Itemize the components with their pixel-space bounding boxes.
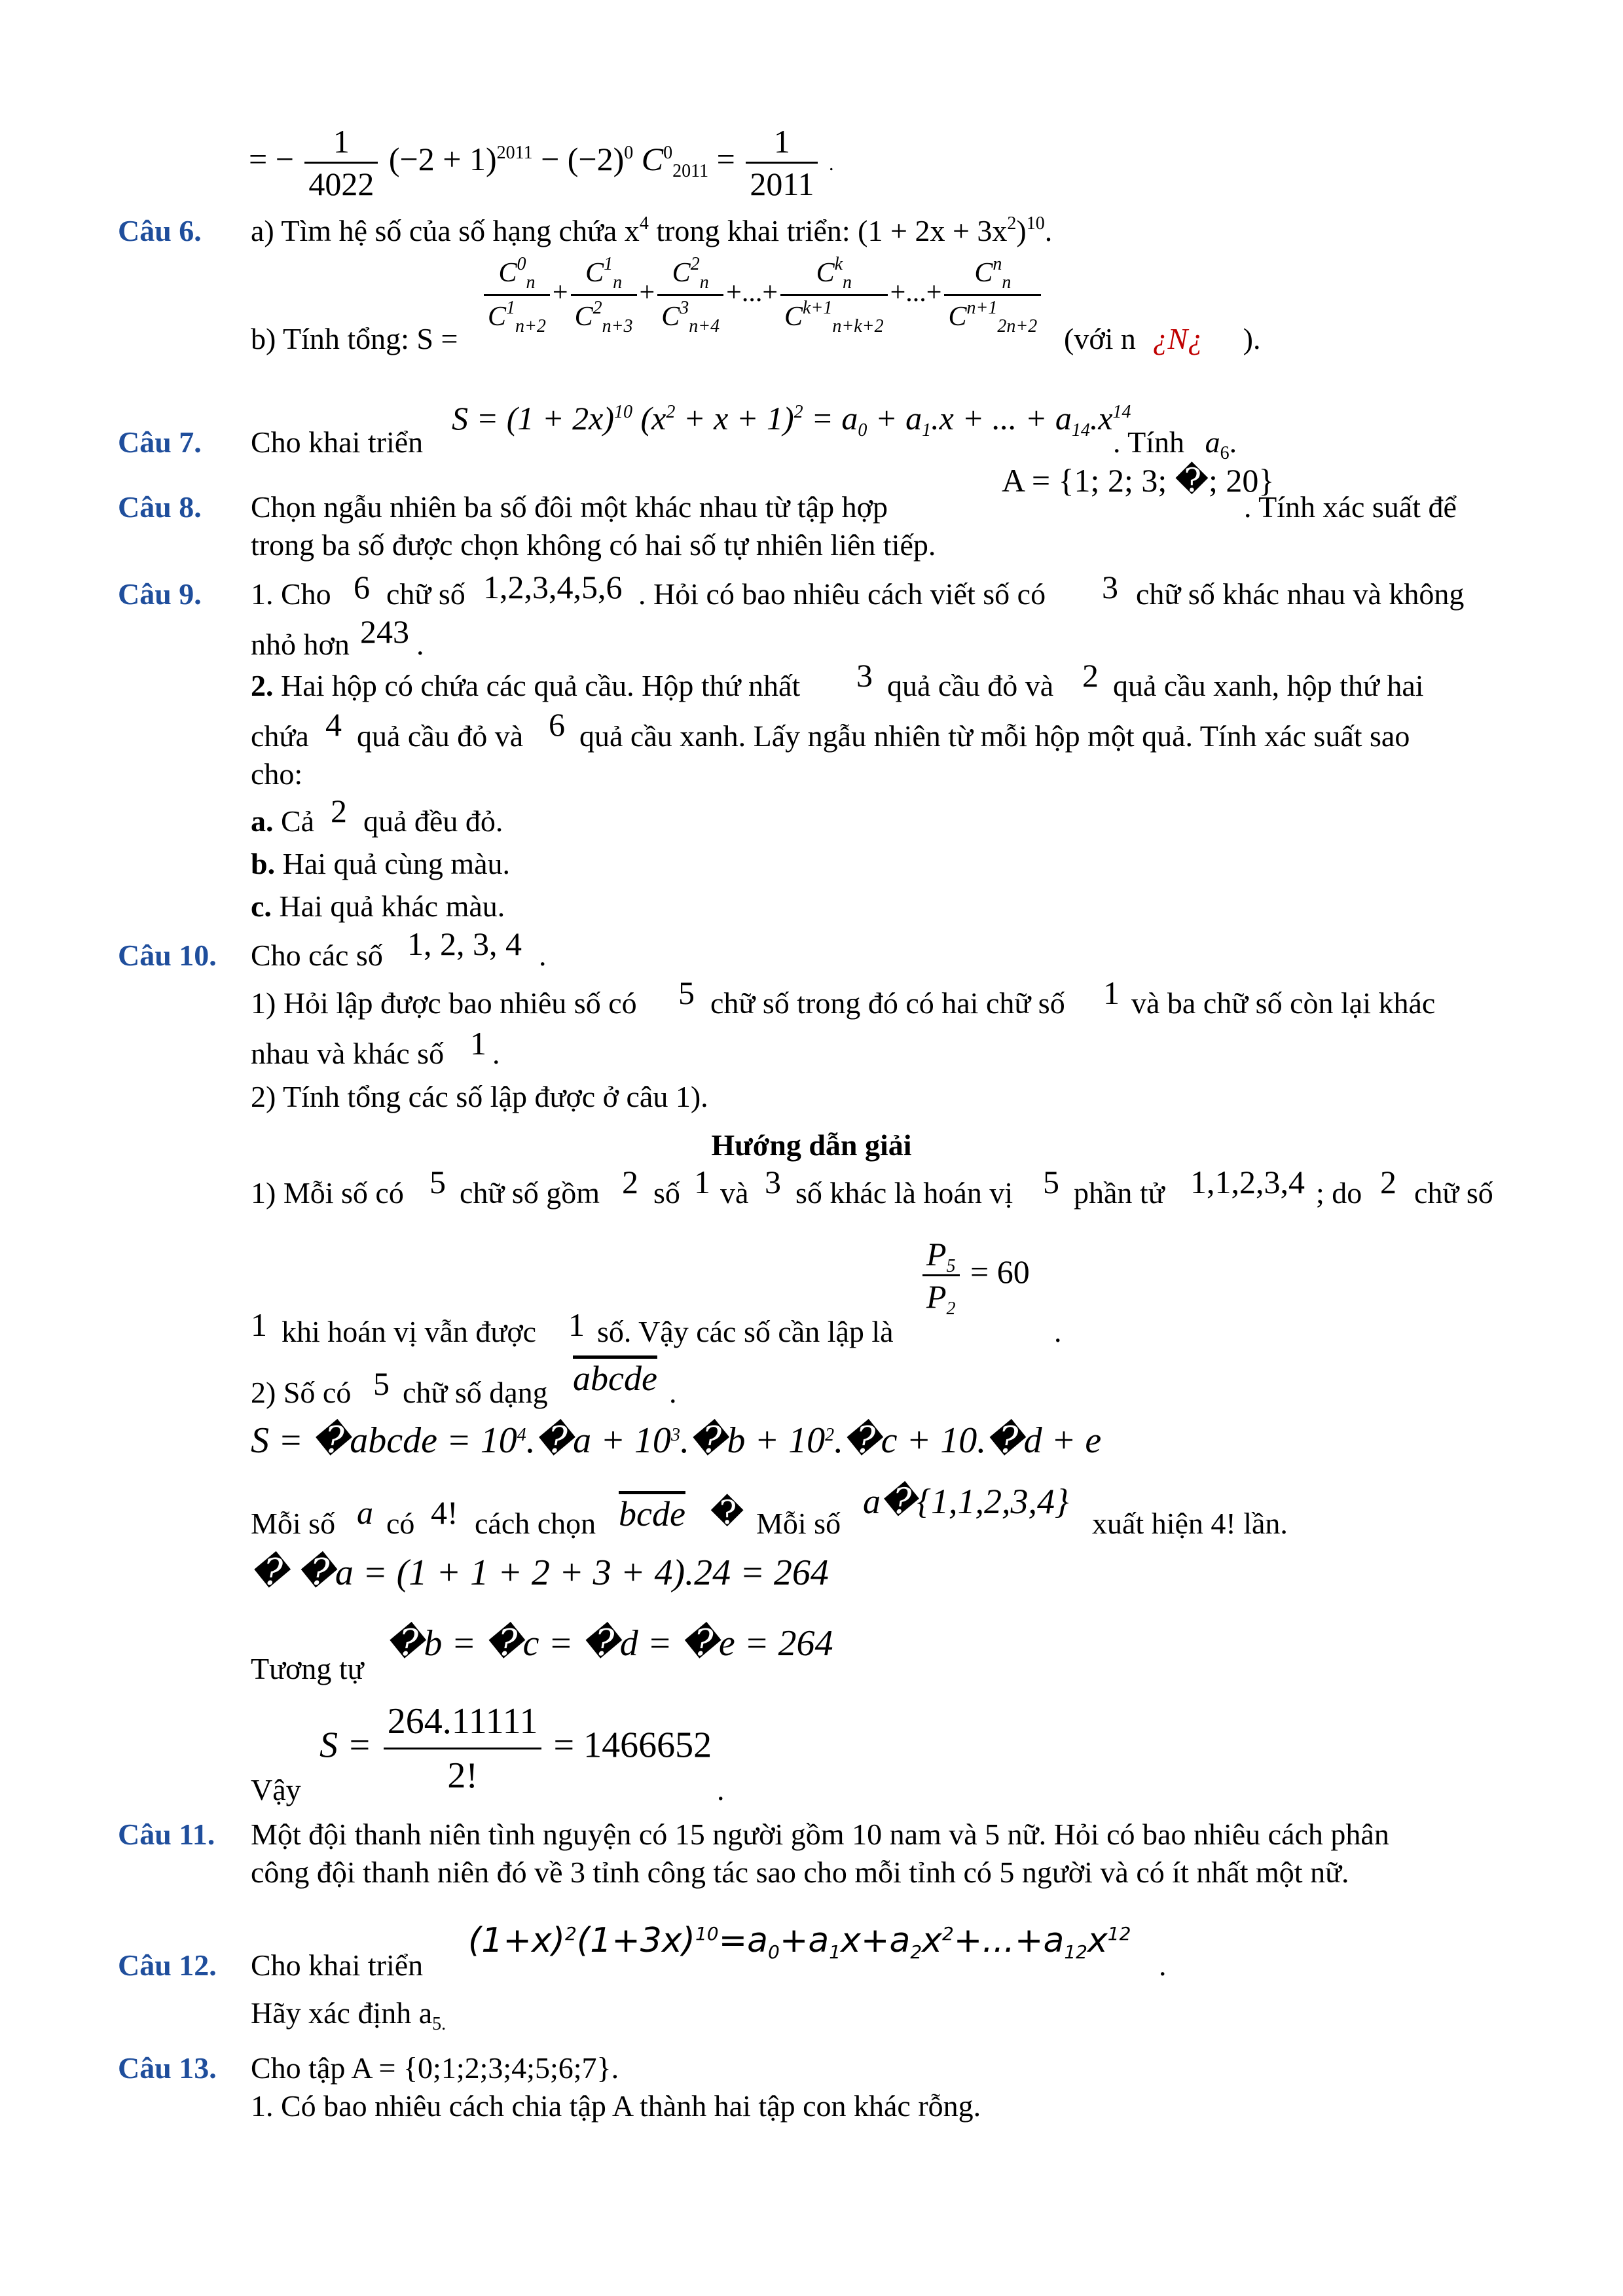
- q10-l3b: .: [492, 1037, 500, 1070]
- term-num: [944, 252, 1041, 296]
- q9-b: [251, 846, 510, 882]
- q9-c-lbl: c.: [251, 889, 272, 923]
- question-10-label: Câu 10.: [118, 939, 217, 972]
- q7-e2: 2: [666, 402, 676, 422]
- q7-tail: . Tính: [1113, 425, 1185, 459]
- p2-sub: 2: [946, 1299, 956, 1319]
- q10-similar-eq: �b = �c = �d = �e = 264: [386, 1623, 833, 1664]
- term-c: C: [672, 258, 691, 288]
- final-fraction: [384, 1695, 542, 1802]
- binom-sup: 0: [663, 142, 673, 163]
- question-6b-note: [1064, 321, 1260, 357]
- q7-s1: 1: [922, 420, 932, 440]
- q10-final-sum: [319, 1695, 712, 1802]
- question-6b-sum: [481, 252, 1044, 338]
- q10-sum-formula: [251, 1419, 1101, 1462]
- q12-f8: x: [1087, 1921, 1108, 1960]
- term-num-sub: n: [613, 272, 623, 293]
- q12-s0: 0: [768, 1941, 780, 1963]
- term-num-sup: n: [993, 254, 1002, 274]
- top-equation: [249, 121, 833, 204]
- q7-end: .: [1229, 425, 1237, 459]
- q9-line1a: 1. Cho: [251, 577, 331, 611]
- q7-e14: 14: [1112, 402, 1131, 422]
- q10-s1-n1: 1: [694, 1164, 710, 1200]
- q9-line2b: .: [416, 628, 424, 661]
- q12-line2-sub: 5.: [432, 2014, 447, 2034]
- q12-e12: 12: [1107, 1923, 1131, 1945]
- plus-sign: +: [726, 278, 742, 308]
- ellipsis: ...: [741, 278, 763, 308]
- term-num-sup: 0: [517, 254, 526, 274]
- q6a-text4: .: [1044, 214, 1053, 247]
- q10-m1-a-var: a: [357, 1494, 373, 1531]
- q12-f5: x+a: [841, 1921, 911, 1960]
- q10-s1h: chữ số: [1414, 1176, 1493, 1210]
- q12-e2: 2: [565, 1923, 577, 1945]
- q7-f4: = a: [803, 400, 858, 437]
- q10-similar-label: Tương tự: [251, 1652, 364, 1685]
- q7-f1: S = (1 + 2x): [452, 400, 614, 437]
- q9-digits: 1,2,3,4,5,6: [483, 569, 623, 605]
- p5-sub: 5: [946, 1256, 956, 1276]
- q10-m1d: Mỗi số: [756, 1507, 841, 1540]
- term-num-sub: n: [699, 272, 709, 293]
- term-den-sup: n+1: [966, 298, 998, 318]
- q9-p2-n2: 2: [1082, 657, 1099, 694]
- q9-p2-num: 2.: [251, 669, 274, 702]
- q7-e2b: 2: [793, 402, 803, 422]
- q7-s0: 0: [858, 420, 867, 440]
- term-num: [657, 252, 723, 296]
- sum-e3: 3: [670, 1425, 680, 1445]
- term-den-sub: n+k+2: [832, 316, 884, 336]
- term-c: C: [948, 302, 967, 332]
- plus-sign: +: [890, 278, 906, 308]
- q10-final-dot: .: [717, 1773, 725, 1806]
- question-7-tail: [1113, 424, 1237, 461]
- eq-60: = 60: [970, 1253, 1030, 1290]
- fraction-1-2011: [746, 121, 818, 204]
- q7-sub6: 6: [1220, 443, 1230, 463]
- q12-f4: +a: [779, 1921, 830, 1960]
- q10-nums: 1, 2, 3, 4: [407, 925, 522, 962]
- q9-n243: 243: [360, 613, 409, 650]
- q10-s3a: 2) Số có: [251, 1376, 352, 1409]
- term-num-sub: n: [526, 272, 536, 293]
- exp-0: 0: [624, 142, 634, 163]
- q11-line1: Một đội thanh niên tình nguyện có 15 người gồm 10 nam và 5 nữ. Hỏi có bao nhiêu cách phân: [251, 1818, 1389, 1851]
- q9-p2-b: quả cầu đỏ và: [887, 669, 1054, 702]
- sum-e2: 2: [825, 1425, 835, 1445]
- term-num-sub: n: [1002, 272, 1012, 293]
- q7-f6: .x + ... + a: [931, 400, 1072, 437]
- q10-m1-set: a�{1,1,2,3,4}: [863, 1482, 1069, 1521]
- question-12-label: Câu 12.: [118, 1948, 217, 1982]
- q9-p3-n4: 4: [325, 706, 342, 743]
- q10-s1g: ; do: [1316, 1176, 1362, 1210]
- term-den-sup: 2: [593, 298, 602, 318]
- sum-e4: 4: [517, 1425, 526, 1445]
- question-7-formula: [452, 399, 1131, 440]
- eq-end: =: [716, 140, 744, 177]
- q10-l1-end: .: [539, 939, 547, 972]
- q9-b-lbl: b.: [251, 847, 276, 880]
- q10-s1-n5: 5: [429, 1164, 446, 1200]
- term-den-sub: n+2: [515, 316, 546, 336]
- question-6a: [251, 213, 1052, 249]
- q12-f3: =a: [718, 1921, 769, 1960]
- q10-m1a: Mỗi số: [251, 1507, 336, 1540]
- q10-s3-dot: .: [669, 1376, 677, 1409]
- binom-sub: 2011: [672, 160, 709, 181]
- question-6-label: Câu 6.: [118, 214, 202, 247]
- term-num: [780, 252, 888, 296]
- term-den-sub: 2n+2: [997, 316, 1038, 336]
- q10-n1: 1: [1103, 975, 1120, 1011]
- q7-f5: + a: [867, 400, 922, 437]
- q10-s3b: chữ số dạng: [403, 1376, 548, 1409]
- q13-line1: Cho tập A = {0;1;2;3;4;5;6;7}.: [251, 2051, 619, 2085]
- term-den: [484, 296, 550, 338]
- term-num: [571, 252, 637, 296]
- q10-s1c: số: [653, 1176, 680, 1210]
- q9-n6: 6: [354, 569, 370, 605]
- term-den-sub: n+4: [689, 316, 720, 336]
- q10-n5: 5: [678, 975, 695, 1011]
- q12-s1: 1: [829, 1941, 841, 1963]
- sum-f3: .�b + 10: [680, 1420, 826, 1461]
- term-c: C: [974, 258, 993, 288]
- q7-f2: (x: [640, 400, 666, 437]
- q12-dot: .: [1159, 1948, 1167, 1982]
- q9-line2a: nhỏ hơn: [251, 628, 350, 661]
- plus-sign: +: [926, 278, 942, 308]
- eq-prefix: = −: [249, 140, 294, 177]
- sum-term-fraction: [780, 252, 888, 338]
- q9-line1d: chữ số khác nhau và không: [1136, 577, 1465, 611]
- question-8-line1: Chọn ngẫu nhiên ba số đôi một khác nhau từ tập hợp: [251, 490, 888, 524]
- plus-sign: +: [552, 278, 568, 308]
- q6a-text2: trong khai triển: (1 + 2x + 3x: [648, 214, 1008, 247]
- q12-f7: +...+a: [953, 1921, 1065, 1960]
- term-den-sup: 1: [506, 298, 516, 318]
- p2: [922, 1276, 960, 1317]
- final-s-eq: S =: [319, 1725, 372, 1766]
- q9-a-text2: quả đều đỏ.: [363, 804, 503, 838]
- q10-m1c: cách chọn: [475, 1507, 596, 1540]
- q10-s1f: phần tử: [1074, 1176, 1165, 1210]
- term-num-sup: 2: [690, 254, 700, 274]
- term-c: C: [498, 258, 517, 288]
- q10-l3-n1: 1: [470, 1025, 486, 1062]
- q10-s1-n2: 2: [622, 1164, 638, 1200]
- question-7-text: Cho khai triển: [251, 425, 424, 459]
- eq-dot: .: [828, 152, 834, 175]
- q12-line2-text: Hãy xác định a: [251, 1996, 433, 2030]
- q10-s2-dot: .: [1054, 1315, 1062, 1348]
- question-8-label: Câu 8.: [118, 490, 202, 524]
- q10-l2c: và ba chữ số còn lại khác: [1131, 986, 1436, 1020]
- q9-p3-n6: 6: [549, 706, 565, 743]
- question-6b-text: b) Tính tổng: S =: [251, 322, 458, 355]
- q10-abcde: abcde: [573, 1359, 657, 1398]
- term-den: [657, 296, 723, 338]
- frac-den: 4022: [308, 166, 374, 202]
- q9-p2-n3: 3: [856, 657, 873, 694]
- q9-a-lbl: a.: [251, 804, 274, 838]
- q10-sum-a: � �a = (1 + 1 + 2 + 3 + 4).24 = 264: [251, 1552, 829, 1593]
- q12-s12: 12: [1064, 1941, 1087, 1963]
- term-c: C: [585, 258, 604, 288]
- fraction-1-4022: [304, 121, 378, 204]
- q9-p3-a: chứa: [251, 719, 309, 753]
- question-13-label: Câu 13.: [118, 2051, 217, 2085]
- q7-e10: 10: [613, 402, 632, 422]
- q9-p3-c: quả cầu xanh. Lấy ngẫu nhiên từ mỗi hộp một quả. Tính xác suất sao: [579, 719, 1410, 753]
- p5-over-p2: [922, 1234, 960, 1317]
- term-num-sup: 1: [604, 254, 613, 274]
- sum-term-fraction: [944, 252, 1041, 338]
- q6a-sup3: 10: [1026, 213, 1045, 234]
- q12-formula: [468, 1921, 1131, 1963]
- q7-s14: 14: [1071, 420, 1090, 440]
- question-8-set: A = {1; 2; 3; �; 20}: [1002, 462, 1275, 499]
- q10-l1: Cho các số: [251, 939, 383, 972]
- q10-vay-label: Vậy: [251, 1773, 301, 1806]
- q10-m1-arrow: �: [710, 1494, 744, 1531]
- q9-p4: cho:: [251, 757, 303, 791]
- q9-n3: 3: [1102, 569, 1118, 605]
- frac-num: 1: [304, 121, 378, 164]
- final-num: 264.11111: [384, 1695, 542, 1749]
- q6a-text3: ): [1016, 214, 1027, 247]
- plus-sign: +: [762, 278, 778, 308]
- p5: [922, 1234, 960, 1276]
- eq-tail: − (−2): [541, 140, 625, 177]
- q12-f2: (1+3x): [576, 1921, 695, 1960]
- q10-m1b: có: [386, 1507, 415, 1540]
- plus-sign: +: [639, 278, 655, 308]
- sum-term-fraction: [571, 252, 637, 338]
- q10-l2b: chữ số trong đó có hai chữ số: [710, 986, 1065, 1020]
- frac-num: 1: [746, 121, 818, 164]
- q10-l4: 2) Tính tổng các số lập được ở câu 1).: [251, 1080, 708, 1113]
- q10-s2-n1: 1: [251, 1306, 267, 1343]
- q9-p3-b: quả cầu đỏ và: [357, 719, 524, 753]
- q10-l2a: 1) Hỏi lập được bao nhiêu số có: [251, 986, 637, 1020]
- sum-term-fraction: [484, 252, 550, 338]
- q6b-set: ¿N¿: [1152, 322, 1203, 355]
- q7-f3: + x + 1): [675, 400, 794, 437]
- q9-p2-c: quả cầu xanh, hộp thứ hai: [1113, 669, 1424, 702]
- q13-line2: 1. Có bao nhiêu cách chia tập A thành hai tập con khác rỗng.: [251, 2089, 981, 2123]
- term-num-sub: n: [843, 272, 852, 293]
- term-den-sub: n+3: [602, 316, 633, 336]
- q9-line1c: . Hỏi có bao nhiêu cách viết số có: [638, 577, 1046, 611]
- q10-s2a: khi hoán vị vẫn được: [282, 1315, 537, 1348]
- q10-s1d: và: [720, 1176, 749, 1210]
- term-den: [944, 296, 1041, 338]
- term-c: C: [816, 258, 835, 288]
- q10-m1e: xuất hiện 4! lần.: [1092, 1507, 1288, 1540]
- q6a-text: a) Tìm hệ số của số hạng chứa x: [251, 214, 640, 247]
- q12-text: Cho khai triển: [251, 1948, 424, 1982]
- q9-a-n2: 2: [331, 793, 347, 829]
- term-num: [484, 252, 550, 296]
- q9-line1b: chữ số: [386, 577, 465, 611]
- q10-s1b: chữ số gồm: [460, 1176, 600, 1210]
- q10-m1-fact: 4!: [431, 1494, 458, 1531]
- q10-s1a: 1) Mỗi số có: [251, 1176, 404, 1210]
- q9-part2-line1: [251, 668, 800, 704]
- q9-b-text: Hai quả cùng màu.: [282, 847, 511, 880]
- frac-den: 2011: [750, 166, 814, 202]
- q12-f6: x: [922, 1921, 942, 1960]
- question-7-label: Câu 7.: [118, 425, 202, 459]
- term-c: C: [488, 302, 507, 332]
- q6a-sup: 4: [639, 213, 649, 234]
- q10-p-fraction: [920, 1234, 1030, 1317]
- term-num-sup: k: [834, 254, 843, 274]
- term-den-sup: 3: [680, 298, 689, 318]
- q9-a: [251, 803, 314, 840]
- q9-a-text1: Cả: [281, 804, 315, 838]
- solution-heading: Hướng dẫn giải: [711, 1128, 912, 1162]
- q6a-sup2: 2: [1007, 213, 1017, 234]
- final-result: = 1466652: [553, 1725, 712, 1766]
- p5-sym: P: [926, 1236, 947, 1272]
- term-c: C: [574, 302, 593, 332]
- sum-f2: .�a + 10: [526, 1420, 671, 1461]
- final-den: 2!: [447, 1755, 478, 1796]
- q10-s2b: số. Vậy các số cần lập là: [597, 1315, 894, 1348]
- sum-f4: .�c + 10.�d + e: [834, 1420, 1102, 1461]
- q10-s3-n5: 5: [373, 1365, 390, 1402]
- q10-s1-n3: 3: [765, 1164, 781, 1200]
- sum-f1: S = �abcde = 10: [251, 1420, 517, 1461]
- q12-e2b: 2: [941, 1923, 954, 1945]
- q10-s1-n5b: 5: [1043, 1164, 1059, 1200]
- question-11-label: Câu 11.: [118, 1818, 215, 1851]
- sum-term-fraction: [657, 252, 723, 338]
- ellipsis: ...: [905, 278, 926, 308]
- q10-s1-n2b: 2: [1380, 1164, 1396, 1200]
- q9-p2-a: Hai hộp có chứa các quả cầu. Hộp thứ nhất: [281, 669, 801, 702]
- q10-s1-set: 1,1,2,3,4: [1190, 1164, 1305, 1200]
- question-8-tail: . Tính xác suất để: [1244, 490, 1457, 524]
- q6b-note: (với n: [1064, 322, 1136, 355]
- term-den: [571, 296, 637, 338]
- eq-middle: (−2 + 1): [388, 140, 497, 177]
- question-9-label: Câu 9.: [118, 577, 202, 611]
- exp-2011: 2011: [496, 142, 533, 163]
- q7-f7: .x: [1089, 400, 1113, 437]
- q12-f1: (1+x): [468, 1921, 566, 1960]
- q9-c: [251, 888, 505, 925]
- q12-e10: 10: [695, 1923, 719, 1945]
- q12-line2: [251, 1995, 446, 2032]
- q10-l3a: nhau và khác số: [251, 1037, 445, 1070]
- q6b-close: ).: [1243, 322, 1261, 355]
- q12-s2: 2: [910, 1941, 922, 1963]
- term-c: C: [784, 302, 803, 332]
- q9-c-text: Hai quả khác màu.: [279, 889, 505, 923]
- binom-c: C: [641, 140, 664, 177]
- term-c: C: [661, 302, 680, 332]
- term-den: [780, 296, 888, 338]
- term-den-sup: k+1: [803, 298, 833, 318]
- q10-s1e: số khác là hoán vị: [795, 1176, 1013, 1210]
- q11-line2: công đội thanh niên đó về 3 tỉnh công tác sao cho mỗi tỉnh có 5 người và có ít nhất một nữ.: [251, 1856, 1349, 1889]
- q10-s2-n1b: 1: [568, 1306, 585, 1343]
- question-8-line2: trong ba số được chọn không có hai số tự nhiên liên tiếp.: [251, 528, 936, 562]
- p2-sym: P: [926, 1278, 947, 1315]
- q7-a6: a: [1205, 425, 1220, 459]
- q10-bcde: bcde: [619, 1494, 685, 1534]
